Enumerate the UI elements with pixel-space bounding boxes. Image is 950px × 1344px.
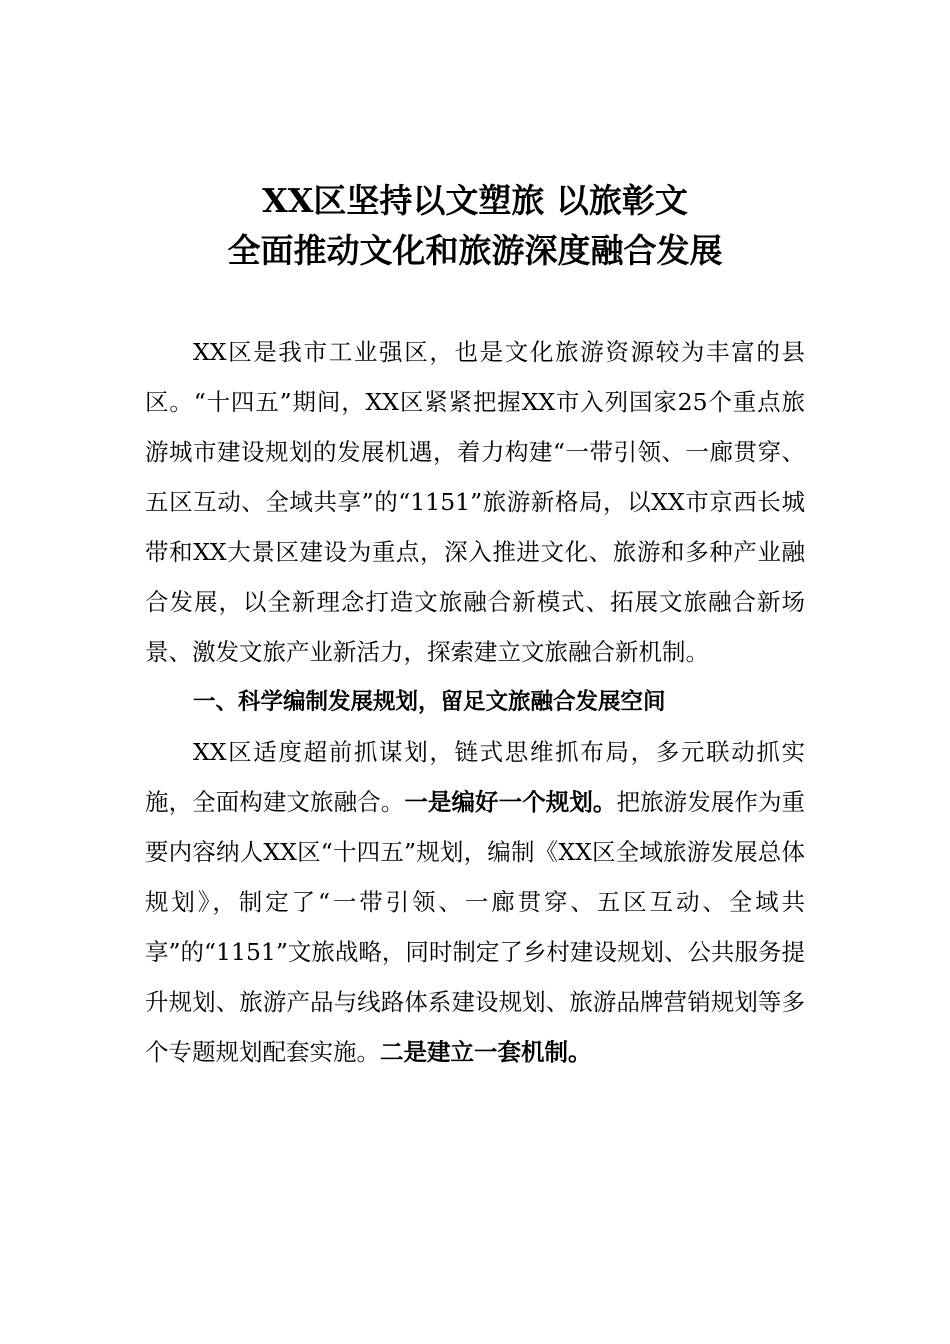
section-1-point-2: 二是建立一套机制。	[380, 1038, 592, 1066]
section-1-text-a: XX区适度超前抓谋划，链式思维抓布局，多元联动抓实施，全面构建文旅融合。	[145, 738, 805, 816]
section-1-point-1: 一是编好一个规划。	[404, 788, 617, 816]
document-title	[0, 176, 950, 276]
section-1-heading: 一、科学编制发展规划，留足文旅融合发展空间	[193, 689, 666, 715]
title-line-1: XX区坚持以文塑旅 以旅彰文	[262, 181, 688, 220]
title-line-2: 全面推动文化和旅游深度融合发展	[227, 231, 723, 270]
section-1-paragraph	[145, 727, 805, 1077]
document-body	[145, 327, 805, 1077]
intro-paragraph: XX区是我市工业强区，也是文化旅游资源较为丰富的县区。“十四五”期间，XX区紧紧把握XX市入列国家25个重点旅游城市建设规划的发展机遇，着力构建“一带引领、一廊贯穿、五区互动、全域共享”的“1151”旅游新格局，以XX市京西长城带和XX大景区建设为重点，深入推进文化、旅游和多种产业融合发展，以全新理念打造文旅融合新模式、拓展文旅融合新场景、激发文旅产业新活力，探索建立文旅融合新机制。	[145, 338, 805, 666]
section-1-text-c: 把旅游发展作为重要内容纳人XX区“十四五”规划，编制《XX区全域旅游发展总体规划》，制定了“一带引领、一廊贯穿、五区互动、全域共享”的“1151”文旅战略，同时制定了乡村建设规划、公共服务提升规划、旅游产品与线路体系建设规划、旅游品牌营销规划等多个专题规划配套实施。	[145, 788, 806, 1066]
